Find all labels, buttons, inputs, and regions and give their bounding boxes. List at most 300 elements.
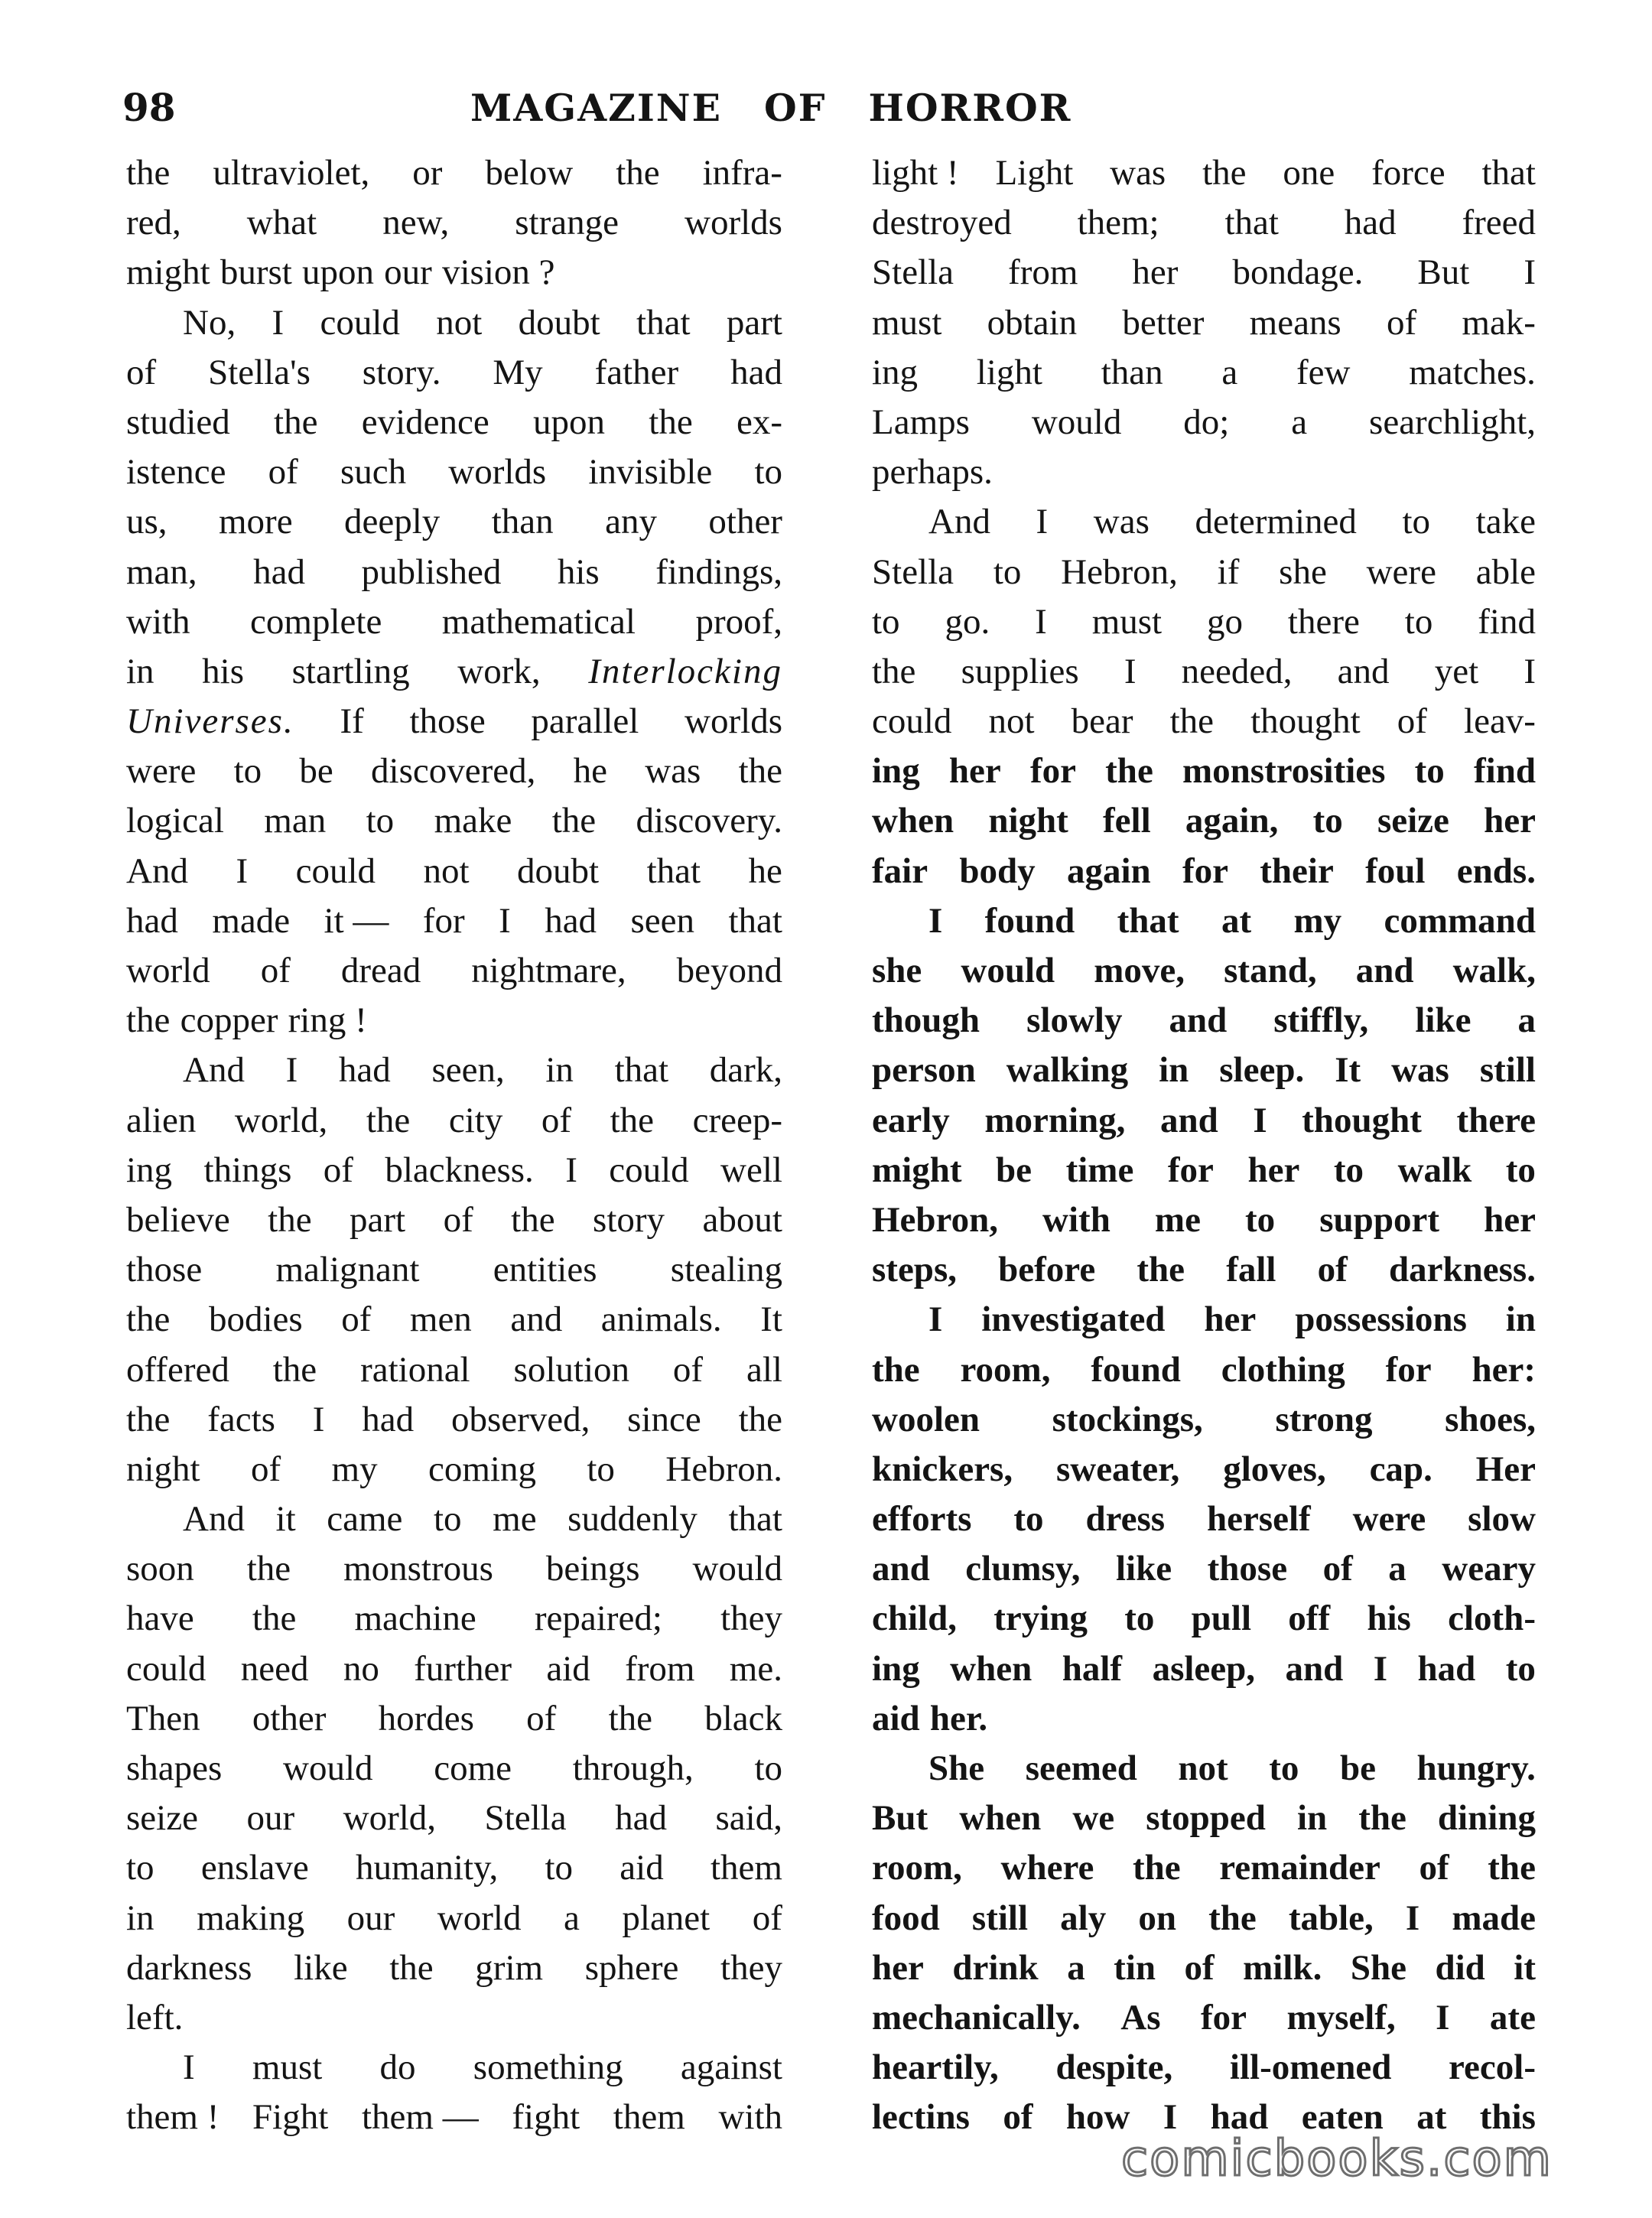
word: our <box>246 1798 295 1839</box>
word: could <box>295 850 376 891</box>
word: But <box>1417 252 1470 293</box>
word: I <box>1524 252 1536 293</box>
word: upon <box>302 252 374 293</box>
word: when <box>872 801 954 841</box>
word: It <box>1335 1050 1361 1091</box>
text-line <box>126 1694 782 1744</box>
word: a <box>1067 1947 1085 1988</box>
word: of <box>260 951 291 990</box>
word: of <box>541 1100 572 1140</box>
text-line <box>126 148 782 198</box>
word: move, <box>1094 951 1185 990</box>
word: few <box>1296 352 1351 392</box>
word: woolen <box>872 1399 980 1439</box>
word: investigated <box>981 1299 1166 1340</box>
page-number: 98 <box>122 85 176 130</box>
word: body <box>959 850 1036 891</box>
word: my <box>1293 900 1342 941</box>
word: facts <box>207 1399 275 1439</box>
word: She <box>1350 1947 1406 1988</box>
word: repaired; <box>534 1598 662 1639</box>
word: clumsy, <box>965 1549 1081 1589</box>
word: world, <box>234 1100 328 1140</box>
word: to <box>1414 751 1445 792</box>
word: Stella's <box>208 352 311 392</box>
paragraph <box>872 896 1536 1296</box>
word: better <box>1122 302 1205 343</box>
word: man <box>264 801 327 841</box>
word: ing <box>872 352 919 392</box>
word: And <box>183 1499 245 1540</box>
text-line <box>872 1943 1536 1993</box>
word: aid <box>620 1848 664 1888</box>
word: come <box>434 1748 512 1788</box>
word: had <box>338 1050 391 1091</box>
word: fell <box>1103 801 1151 841</box>
word: in <box>545 1050 574 1091</box>
word: to <box>1269 1748 1299 1788</box>
word: made <box>1452 1898 1536 1938</box>
word: mak- <box>1462 302 1536 343</box>
word: the <box>1105 751 1153 792</box>
word: I <box>565 1150 577 1190</box>
word: person <box>872 1050 976 1091</box>
word: possessions <box>1295 1299 1467 1340</box>
word: that <box>1117 900 1179 941</box>
word: for <box>1029 751 1076 792</box>
word: matches. <box>1409 352 1536 392</box>
word: had <box>730 352 782 392</box>
word: determined <box>1195 502 1357 542</box>
word: sphere <box>584 1947 679 1988</box>
word: mathematical <box>441 601 636 642</box>
word: though <box>872 1000 980 1041</box>
word: me <box>493 1499 537 1540</box>
text-line <box>126 548 782 597</box>
text-line <box>872 1445 1536 1494</box>
word: fall <box>1226 1250 1276 1290</box>
word: the <box>608 1698 652 1738</box>
word: worlds <box>685 203 782 243</box>
word: to <box>233 751 262 792</box>
word: I <box>1036 502 1049 542</box>
word: As <box>1120 1997 1161 2038</box>
text-line <box>126 996 782 1046</box>
word: pull <box>1191 1598 1252 1639</box>
word: what <box>246 203 317 243</box>
word: stopped <box>1146 1798 1266 1839</box>
word: invisible <box>588 452 713 493</box>
word: child, <box>872 1598 958 1639</box>
word: fight <box>512 2097 580 2138</box>
word: a <box>1517 1000 1536 1041</box>
word: was <box>1110 153 1166 193</box>
text-line <box>872 447 1536 497</box>
word: things <box>203 1150 292 1190</box>
word: coming <box>428 1449 536 1489</box>
word: of <box>1322 1549 1353 1589</box>
word: humanity, <box>356 1848 499 1888</box>
word: found <box>984 900 1075 941</box>
word: something <box>473 2047 623 2088</box>
text-line <box>872 548 1536 597</box>
right-column <box>872 148 1536 2143</box>
word: more <box>218 502 293 542</box>
word: to <box>1124 1598 1155 1639</box>
word: of <box>126 352 157 392</box>
word: through, <box>572 1748 694 1788</box>
word: not <box>1178 1748 1228 1788</box>
word: And <box>183 1050 245 1091</box>
text-line <box>872 348 1536 398</box>
word: black <box>704 1698 782 1738</box>
word: go. <box>945 601 990 642</box>
word: support <box>1319 1199 1439 1240</box>
word: Fight <box>252 2097 329 2138</box>
word: doubt <box>517 850 600 891</box>
word: aid <box>546 1648 590 1689</box>
word: from <box>625 1648 695 1689</box>
word: suddenly <box>567 1499 698 1540</box>
word: new, <box>382 203 450 243</box>
paragraph-continued <box>872 746 1536 896</box>
word: Stella <box>484 1798 567 1839</box>
word: ultraviolet, <box>213 153 370 193</box>
word: us, <box>126 502 167 542</box>
word: when <box>959 1798 1042 1839</box>
word: still <box>1479 1050 1536 1091</box>
word: of <box>1184 1947 1215 1988</box>
word: to <box>1404 601 1433 642</box>
text-line <box>126 746 782 796</box>
text-line <box>126 1744 782 1794</box>
word: stiffly, <box>1273 1000 1369 1041</box>
text-line <box>126 198 782 248</box>
word: I <box>1436 1997 1450 2038</box>
word: I <box>285 1050 298 1091</box>
word: And <box>126 850 188 891</box>
word: still <box>971 1898 1029 1938</box>
word: further <box>414 1648 512 1689</box>
text-line <box>126 1345 782 1395</box>
word: monstrous <box>343 1549 493 1589</box>
word: the <box>872 1349 920 1390</box>
word: recol- <box>1449 2047 1536 2088</box>
word: studied <box>126 402 230 442</box>
word: be <box>299 751 333 792</box>
word: She <box>928 1748 985 1788</box>
word: how <box>1065 2097 1130 2138</box>
text-line <box>126 796 782 846</box>
word: find <box>1474 751 1536 792</box>
word: in <box>1296 1798 1328 1839</box>
word: for <box>1182 850 1228 891</box>
word: the <box>738 751 782 792</box>
word: solution <box>513 1349 629 1390</box>
word: seize <box>1377 801 1449 841</box>
book-title-text: Universes. <box>126 701 294 742</box>
word: ends. <box>1456 850 1536 891</box>
word: I <box>312 1399 325 1439</box>
word: the <box>1488 1848 1536 1888</box>
word: our <box>384 252 432 293</box>
word: made <box>212 900 291 941</box>
word: fair <box>872 850 928 891</box>
word: in <box>126 651 154 691</box>
word: bear <box>1071 701 1133 742</box>
word: for <box>1167 1150 1214 1190</box>
word: to <box>1505 1150 1536 1190</box>
word: remainder <box>1219 1848 1380 1888</box>
word: was <box>1391 1050 1449 1091</box>
word: milk. <box>1243 1947 1322 1988</box>
text-line <box>872 1993 1536 2043</box>
text-line <box>872 2043 1536 2093</box>
word: that <box>1224 203 1279 243</box>
word: said, <box>715 1798 782 1839</box>
word: rational <box>360 1349 470 1390</box>
word: infra- <box>702 153 782 193</box>
word: Stella <box>872 551 954 592</box>
word: night <box>126 1449 200 1489</box>
word: about <box>702 1199 782 1240</box>
word: and <box>872 1549 930 1589</box>
word: I <box>1405 1898 1420 1938</box>
word: bodies <box>208 1299 303 1340</box>
word: Her <box>1475 1449 1536 1489</box>
text-line <box>872 946 1536 996</box>
word: their <box>1260 850 1334 891</box>
paragraph <box>872 497 1536 746</box>
word: for <box>422 900 465 941</box>
word: heartily, <box>872 2047 999 2088</box>
word: found <box>1091 1349 1181 1390</box>
word: proof, <box>695 601 782 642</box>
text-line <box>126 597 782 647</box>
word: observed, <box>450 1399 590 1439</box>
word: needed, <box>1181 651 1293 691</box>
text-line <box>872 1544 1536 1594</box>
text-line <box>126 847 782 896</box>
word: to <box>1013 1499 1044 1540</box>
word: it <box>1514 1947 1536 1988</box>
word: that <box>728 900 782 941</box>
word: world <box>437 1898 522 1938</box>
word: supplies <box>961 651 1079 691</box>
word: seen <box>630 900 695 941</box>
word: I <box>928 1299 943 1340</box>
word: was <box>1093 502 1150 542</box>
word: creep- <box>692 1100 782 1140</box>
word: foul <box>1365 850 1426 891</box>
word: the <box>872 651 916 691</box>
word: seemed <box>1025 1748 1137 1788</box>
word: the <box>738 1399 782 1439</box>
word: Hebron. <box>665 1449 782 1489</box>
word: off <box>1288 1598 1331 1639</box>
word: the <box>551 801 597 841</box>
word: must <box>1091 601 1163 642</box>
word: believe <box>126 1199 230 1240</box>
word: grim <box>475 1947 544 1988</box>
word: And <box>928 502 990 542</box>
word: discovery. <box>636 801 782 841</box>
word: it <box>275 1499 296 1540</box>
word: that <box>646 850 701 891</box>
paragraph <box>126 1494 782 2043</box>
word: I <box>1124 651 1137 691</box>
word: like <box>1415 1000 1472 1041</box>
word: lectins <box>872 2097 970 2138</box>
word: the <box>252 1598 297 1639</box>
word: Light <box>995 153 1074 193</box>
word: of <box>323 1150 353 1190</box>
text-line <box>872 1146 1536 1195</box>
word: men <box>409 1299 472 1340</box>
word: must <box>252 2047 323 2088</box>
word: below <box>485 153 574 193</box>
word: those <box>126 1250 203 1290</box>
word: hordes <box>378 1698 474 1738</box>
left-column <box>126 148 782 2143</box>
word: that <box>614 1050 669 1091</box>
word: logical <box>126 801 224 841</box>
word: efforts <box>872 1499 972 1540</box>
word: left. <box>126 1997 184 2038</box>
word: at <box>1416 2097 1447 2138</box>
word: again, <box>1185 801 1279 841</box>
word: could <box>872 701 952 742</box>
text-line <box>872 1694 1536 1744</box>
word: in <box>1159 1050 1189 1091</box>
word: her <box>1132 252 1179 293</box>
word: the <box>126 1399 171 1439</box>
word: one <box>1283 153 1335 193</box>
word: night <box>988 801 1068 841</box>
word: the <box>126 1000 171 1041</box>
text-line <box>126 1943 782 1993</box>
word: a <box>1291 402 1308 442</box>
word: perhaps. <box>872 452 993 493</box>
word: sweater, <box>1055 1449 1180 1489</box>
text-line <box>872 746 1536 796</box>
word: this <box>1479 2097 1536 2138</box>
word: of <box>268 452 298 493</box>
text-line <box>126 1445 782 1494</box>
text-line <box>872 1345 1536 1395</box>
word: Lamps <box>872 402 970 442</box>
word: from <box>1008 252 1078 293</box>
word: would <box>692 1549 782 1589</box>
word: part <box>350 1199 406 1240</box>
word: red, <box>126 203 181 243</box>
word: her <box>1204 1299 1257 1340</box>
word: trying <box>993 1598 1088 1639</box>
word: or <box>412 153 443 193</box>
word: the <box>610 1100 655 1140</box>
word: dining <box>1437 1798 1536 1839</box>
text-line <box>126 896 782 946</box>
word: the <box>1133 1848 1181 1888</box>
word: gloves, <box>1223 1449 1326 1489</box>
text-line <box>872 148 1536 198</box>
page-header <box>122 73 1530 142</box>
word: parallel <box>531 701 639 742</box>
word: me <box>1154 1199 1201 1240</box>
word: cap. <box>1369 1449 1432 1489</box>
word: well <box>720 1150 782 1190</box>
word: the <box>268 1199 312 1240</box>
text-line <box>126 1146 782 1195</box>
text-line <box>872 697 1536 746</box>
word: vision ? <box>441 252 555 293</box>
word: a <box>1388 1549 1406 1589</box>
word: his <box>1367 1598 1411 1639</box>
word: would <box>1031 402 1122 442</box>
text-line <box>126 497 782 547</box>
word: not <box>436 302 483 343</box>
text-line <box>126 1096 782 1146</box>
word: discovered, <box>371 751 536 792</box>
word: those <box>409 701 486 742</box>
word: to <box>1245 1199 1276 1240</box>
word: food <box>872 1898 940 1938</box>
word: ring ! <box>288 1000 367 1041</box>
word: ex- <box>736 402 782 442</box>
word: the <box>1358 1798 1406 1839</box>
word: If <box>340 701 364 742</box>
word: them — <box>361 2097 479 2138</box>
word: might <box>126 252 210 293</box>
word: dark, <box>709 1050 782 1091</box>
word: they <box>720 1598 782 1639</box>
word: malignant <box>275 1250 420 1290</box>
word: herself <box>1206 1499 1311 1540</box>
word: them ! <box>126 2097 220 2138</box>
word: and <box>510 1299 563 1340</box>
word: her <box>1484 1199 1536 1240</box>
word: darkness. <box>1388 1250 1536 1290</box>
word: ing <box>872 751 920 792</box>
text-line <box>126 1843 782 1893</box>
word: be <box>996 1150 1032 1190</box>
paragraph <box>126 1046 782 1494</box>
text-line <box>872 1096 1536 1146</box>
paragraph <box>872 1295 1536 1744</box>
word: need <box>240 1648 309 1689</box>
word: despite, <box>1055 2047 1173 2088</box>
word: making <box>197 1898 305 1938</box>
text-line <box>872 647 1536 697</box>
word: planet <box>622 1898 711 1938</box>
word: be <box>1339 1748 1376 1788</box>
word: command <box>1384 900 1536 941</box>
word: were <box>1352 1499 1426 1540</box>
text-line <box>872 1245 1536 1295</box>
word: the <box>246 1549 291 1589</box>
word: early <box>872 1100 950 1140</box>
text-line <box>126 1245 782 1295</box>
word: startling <box>291 651 410 691</box>
word: and <box>1285 1648 1344 1689</box>
word: beings <box>545 1549 640 1589</box>
text-line <box>126 1195 782 1245</box>
word: morning, <box>984 1100 1126 1140</box>
word: blackness. <box>385 1150 534 1190</box>
word: Then <box>126 1698 200 1738</box>
word: enslave <box>200 1848 309 1888</box>
watermark: comicbooks.com <box>1120 2131 1553 2187</box>
